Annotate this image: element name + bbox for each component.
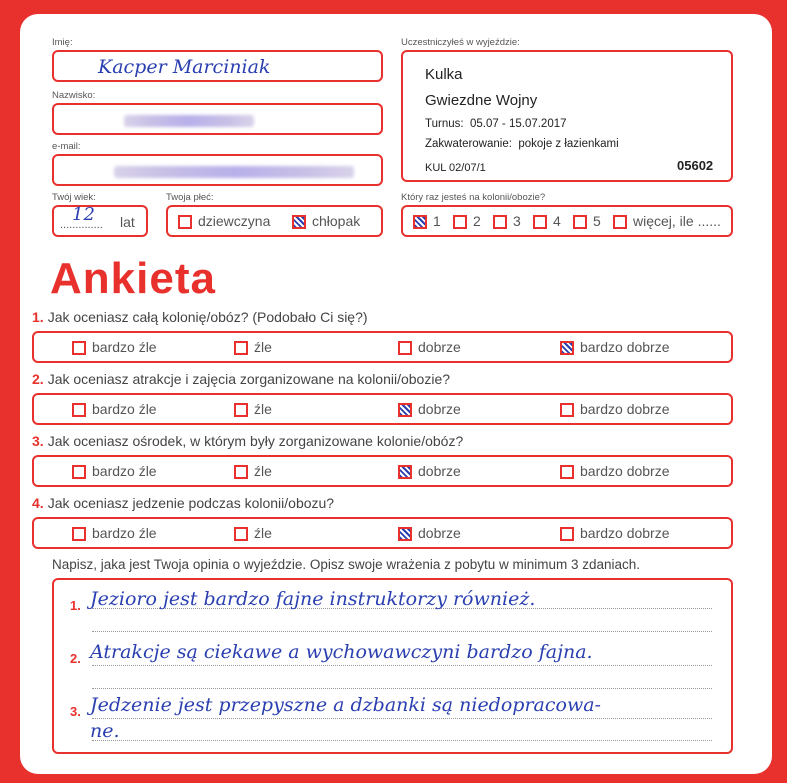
q4-option-bad[interactable]: źle xyxy=(234,525,272,541)
trip-theme: Gwiezdne Wojny xyxy=(425,92,538,109)
q1-checkbox-good[interactable] xyxy=(398,341,412,355)
q4-option-very-bad[interactable]: bardzo źle xyxy=(72,525,157,541)
opinion-box[interactable] xyxy=(52,578,733,754)
opinion-number-3: 3. xyxy=(70,704,81,719)
which-time-option-4[interactable]: 4 xyxy=(533,213,561,229)
trip-info-box xyxy=(401,50,733,182)
q4-checkbox-good[interactable] xyxy=(398,527,412,541)
gender-option-girl[interactable]: dziewczyna xyxy=(178,213,270,229)
q2-checkbox-very-good[interactable] xyxy=(560,403,574,417)
q2-option-good[interactable]: dobrze xyxy=(398,401,461,417)
which-time-checkbox-5[interactable] xyxy=(573,215,587,229)
q3-checkbox-bad[interactable] xyxy=(234,465,248,479)
surname-label: Nazwisko: xyxy=(52,90,96,101)
q3-option-bad[interactable]: źle xyxy=(234,463,272,479)
question-3: 3. Jak oceniasz ośrodek, w którym były zorganizowane kolonie/obóz? xyxy=(32,433,464,449)
q1-option-bad[interactable]: źle xyxy=(234,339,272,355)
turnus-row: Turnus: 05.07 - 15.07.2017 xyxy=(425,118,567,130)
opinion-prompt: Napisz, jaka jest Twoja opinia o wyjeździe. Opisz swoje wrażenia z pobytu w minimum 3 zdaniach. xyxy=(52,557,641,572)
q3-checkbox-very-bad[interactable] xyxy=(72,465,86,479)
opinion-text-2: Atrakcje są ciekawe a wychowawczyni bardzo fajna. xyxy=(90,641,593,663)
which-time-checkbox-more[interactable] xyxy=(613,215,627,229)
email-field[interactable] xyxy=(52,154,383,186)
name-value: Kacper Marciniak xyxy=(98,56,271,78)
q2-checkbox-very-bad[interactable] xyxy=(72,403,86,417)
opinion-number-2: 2. xyxy=(70,651,81,666)
opinion-rule-4 xyxy=(92,688,712,689)
gender-label: Twoja płeć: xyxy=(166,192,214,203)
gender-field xyxy=(166,205,383,237)
trip-number: 05602 xyxy=(677,158,714,173)
q1-checkbox-very-bad[interactable] xyxy=(72,341,86,355)
email-label: e-mail: xyxy=(52,141,81,152)
trip-code: KUL 02/07/1 xyxy=(425,162,486,174)
which-time-option-5[interactable]: 5 xyxy=(573,213,601,229)
which-time-checkbox-2[interactable] xyxy=(453,215,467,229)
opinion-rule-3 xyxy=(92,665,712,666)
q1-option-good[interactable]: dobrze xyxy=(398,339,461,355)
opinion-rule-5 xyxy=(92,718,712,719)
q2-checkbox-bad[interactable] xyxy=(234,403,248,417)
answer-row-1 xyxy=(32,331,733,363)
q4-checkbox-very-good[interactable] xyxy=(560,527,574,541)
opinion-text-1: Jezioro jest bardzo fajne instruktorzy również. xyxy=(90,588,536,610)
opinion-text-4: ne. xyxy=(90,720,120,742)
which-time-option-1[interactable]: 1 xyxy=(413,213,441,229)
page-title: Ankieta xyxy=(50,254,216,303)
name-field[interactable] xyxy=(52,50,383,82)
q3-option-good[interactable]: dobrze xyxy=(398,463,461,479)
opinion-rule-2 xyxy=(92,631,712,632)
q3-checkbox-good[interactable] xyxy=(398,465,412,479)
which-time-option-2[interactable]: 2 xyxy=(453,213,481,229)
q4-option-very-good[interactable]: bardzo dobrze xyxy=(560,525,670,541)
gender-checkbox-boy[interactable] xyxy=(292,215,306,229)
q1-option-very-bad[interactable]: bardzo źle xyxy=(72,339,157,355)
q4-option-good[interactable]: dobrze xyxy=(398,525,461,541)
which-time-checkbox-4[interactable] xyxy=(533,215,547,229)
trip-name: Kulka xyxy=(425,66,463,83)
age-unit: lat xyxy=(120,214,135,230)
accommodation-row: Zakwaterowanie: pokoje z łazienkami xyxy=(425,138,619,150)
opinion-text-3: Jedzenie jest przepyszne a dzbanki są niedopracowa- xyxy=(90,694,601,716)
question-2: 2. Jak oceniasz atrakcje i zajęcia zorganizowane na kolonii/obozie? xyxy=(32,371,451,387)
answer-row-4 xyxy=(32,517,733,549)
age-label: Twój wiek: xyxy=(52,192,96,203)
age-dots: .............. xyxy=(60,219,103,231)
which-time-checkbox-3[interactable] xyxy=(493,215,507,229)
which-time-option-3[interactable]: 3 xyxy=(493,213,521,229)
q1-checkbox-very-good[interactable] xyxy=(560,341,574,355)
q1-checkbox-bad[interactable] xyxy=(234,341,248,355)
question-4: 4. Jak oceniasz jedzenie podczas kolonii/obozu? xyxy=(32,495,335,511)
which-time-label: Który raz jesteś na kolonii/obozie? xyxy=(401,192,546,203)
q4-checkbox-bad[interactable] xyxy=(234,527,248,541)
answer-row-3 xyxy=(32,455,733,487)
q1-option-very-good[interactable]: bardzo dobrze xyxy=(560,339,670,355)
participated-label: Uczestniczyłeś w wyjeździe: xyxy=(401,37,520,48)
which-time-option-more[interactable]: więcej, ile ...... xyxy=(613,213,721,229)
name-label: Imię: xyxy=(52,37,73,48)
q2-option-very-bad[interactable]: bardzo źle xyxy=(72,401,157,417)
q4-checkbox-very-bad[interactable] xyxy=(72,527,86,541)
answer-row-2 xyxy=(32,393,733,425)
gender-checkbox-girl[interactable] xyxy=(178,215,192,229)
redacted-email xyxy=(114,166,354,178)
q2-option-bad[interactable]: źle xyxy=(234,401,272,417)
q3-option-very-good[interactable]: bardzo dobrze xyxy=(560,463,670,479)
age-field[interactable] xyxy=(52,205,148,237)
age-value: 12 xyxy=(72,204,95,225)
q2-option-very-good[interactable]: bardzo dobrze xyxy=(560,401,670,417)
redacted-surname xyxy=(124,115,254,127)
surname-field[interactable] xyxy=(52,103,383,135)
which-time-field xyxy=(401,205,733,237)
question-1: 1. Jak oceniasz całą kolonię/obóz? (Podobało Ci się?) xyxy=(32,309,368,325)
which-time-checkbox-1[interactable] xyxy=(413,215,427,229)
q2-checkbox-good[interactable] xyxy=(398,403,412,417)
opinion-number-1: 1. xyxy=(70,598,81,613)
gender-option-boy[interactable]: chłopak xyxy=(292,213,360,229)
opinion-rule-6 xyxy=(92,740,712,741)
q3-option-very-bad[interactable]: bardzo źle xyxy=(72,463,157,479)
q3-checkbox-very-good[interactable] xyxy=(560,465,574,479)
